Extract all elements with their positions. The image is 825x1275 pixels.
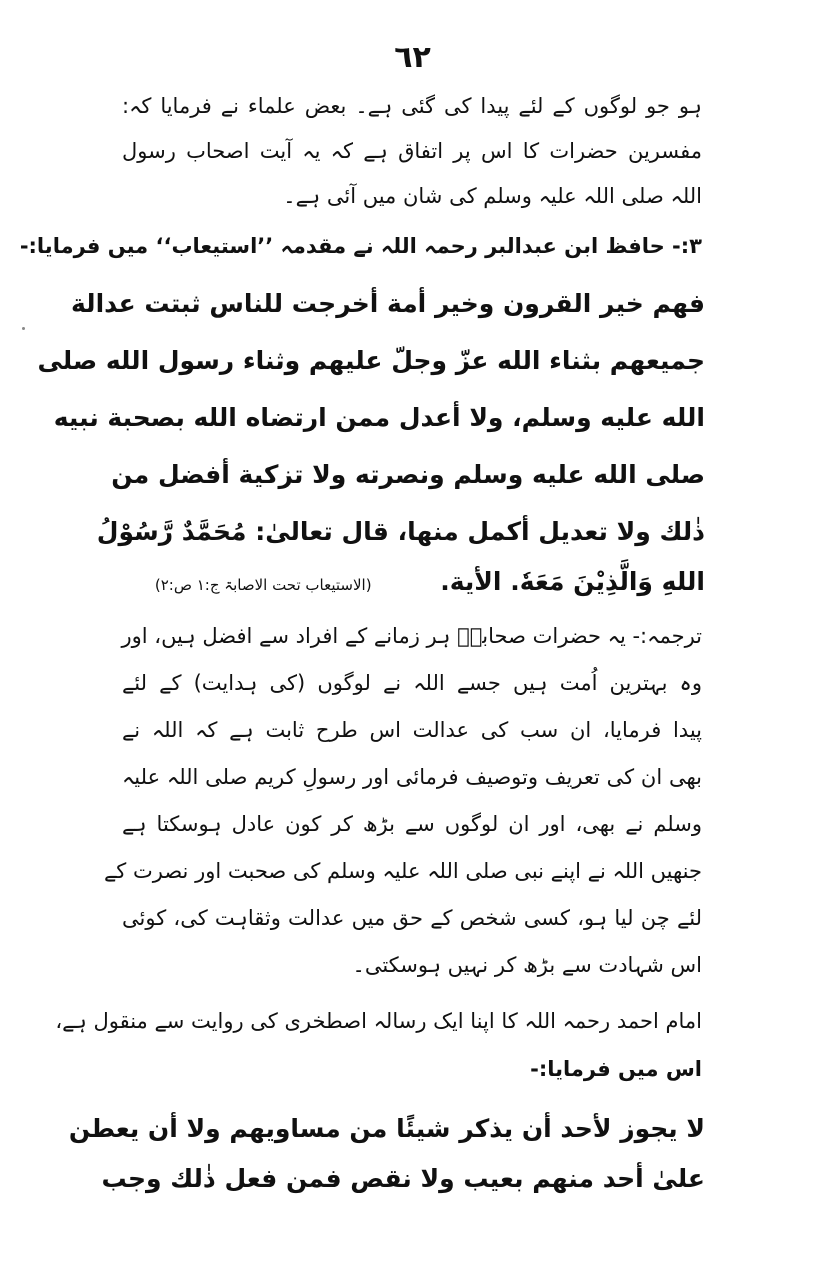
translation-line: ترجمہ:- یہ حضرات صحابہؓ ہر زمانے کے افراد سے افضل ہیں، اور <box>121 624 702 648</box>
translation-line: وہ بہترین اُمت ہیں جسے اللہ نے لوگوں (کی ہدایت) کے لئے <box>122 671 702 695</box>
page-number: ٦٢ <box>394 40 431 75</box>
arabic-quote-line: جميعهم بثناء الله عزّ وجلّ عليهم وثناء رسول الله صلى <box>37 346 705 375</box>
translation-line: وسلم نے بھی، اور ان لوگوں سے بڑھ کر کون عادل ہوسکتا ہے <box>122 812 702 836</box>
arabic-quote-line: ذٰلك ولا تعديل أكمل منها، قال تعالىٰ: مُحَمَّدٌ رَّسُوْلُ <box>96 517 705 546</box>
scan-speck <box>22 327 25 330</box>
citation-reference: (الاستیعاب تحت الاصابۃ ج:۱ ص:۲) <box>154 576 372 594</box>
imam-line: اس میں فرمایا:- <box>530 1057 702 1081</box>
imam-line: امام احمد رحمہ اللہ کا اپنا ایک رسالہ اصطخری کی روایت سے منقول ہے، <box>55 1009 702 1033</box>
translation-line: بھی ان کی تعریف وتوصیف فرمائی اور رسولِ کریم صلی اللہ علیہ <box>122 765 702 789</box>
arabic-quote-last-line <box>120 568 705 596</box>
urdu-line: ہو جو لوگوں کے لئے پیدا کی گئی ہے۔ بعض علماء نے فرمایا کہ: <box>122 94 702 118</box>
arabic-quote-line: صلى الله عليه وسلم ونصرته ولا تزكية أفضل من <box>111 460 705 489</box>
translation-line: اس شہادت سے بڑھ کر نہیں ہوسکتی۔ <box>352 953 702 977</box>
arabic-verse: اللهِ وَالَّذِيْنَ مَعَهٗ. الأية. <box>440 567 705 596</box>
arabic-quote-line: علىٰ أحد منهم بعيب ولا نقص فمن فعل ذٰلك وجب <box>101 1164 705 1193</box>
arabic-quote-line: الله عليه وسلم، ولا أعدل ممن ارتضاه الله بصحبة نبيه <box>53 403 705 432</box>
translation-line: لئے چن لیا ہو، کسی شخص کے حق میں عدالت وثقاہت کی، کوئی <box>122 906 702 930</box>
urdu-line: اللہ صلی اللہ علیہ وسلم کی شان میں آئی ہے۔ <box>283 184 702 208</box>
urdu-line: مفسرین حضرات کا اس پر اتفاق ہے کہ یہ آیت اصحاب رسول <box>122 139 702 163</box>
arabic-quote-line: لا يجوز لأحد أن يذكر شيئًا من مساويهم ولا أن يعطن <box>68 1114 705 1143</box>
arabic-quote-line: فهم خير القرون وخير أمة أخرجت للناس ثبتت عدالة <box>71 289 705 318</box>
section-heading: ۳:- حافظ ابن عبدالبر رحمہ اللہ نے مقدمہ ’’استیعاب‘‘ میں فرمایا:- <box>19 234 702 258</box>
translation-line: پیدا فرمایا، ان سب کی عدالت اس طرح ثابت ہے کہ اللہ نے <box>122 718 702 742</box>
translation-line: جنھیں اللہ نے اپنے نبی صلی اللہ علیہ وسلم کی صحبت اور نصرت کے <box>104 859 702 883</box>
